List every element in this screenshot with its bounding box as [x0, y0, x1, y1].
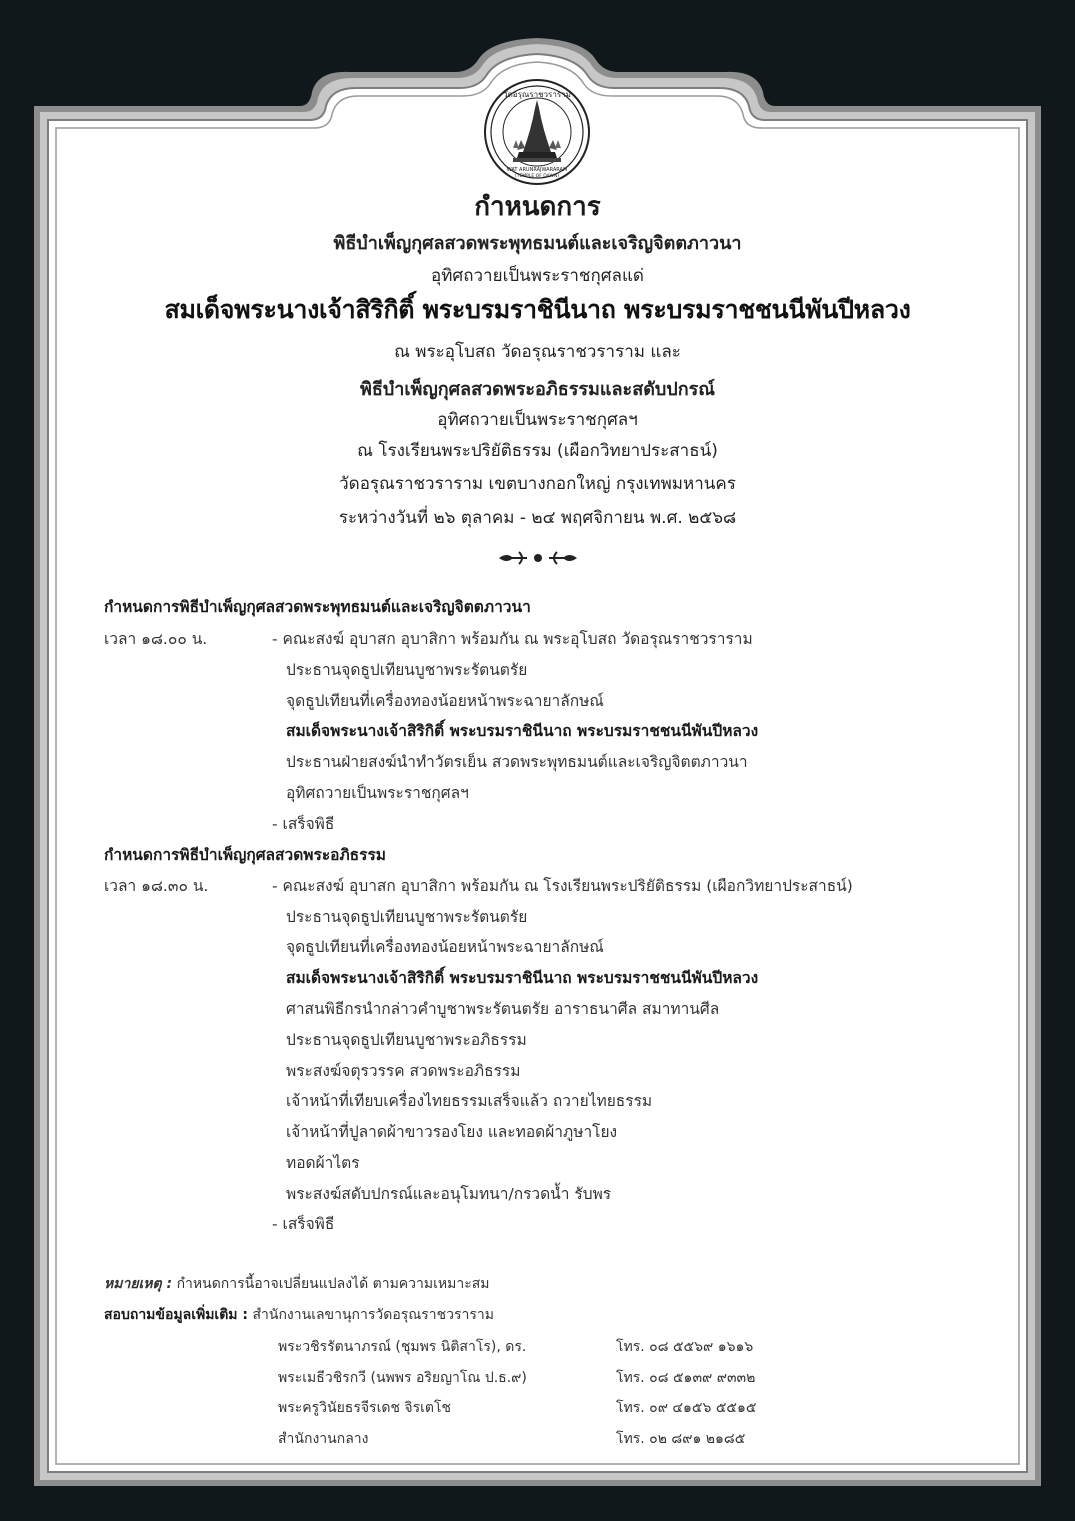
- contact-office: สำนักงานเลขานุการวัดอรุณราชวราราม: [252, 1307, 495, 1323]
- section-1-time: เวลา ๑๘.๐๐ น.: [104, 630, 208, 648]
- section-1-line: ประธานฝ่ายสงฆ์นำทำวัตรเย็น สวดพระพุทธมนต์และเจริญจิตตภาวนา: [286, 753, 748, 771]
- section-2-line: ประธานจุดธูปเทียนบูชาพระอภิธรรม: [286, 1031, 527, 1049]
- contact-name: พระครูวินัยธรจีรเดช จิรเตโช: [278, 1400, 452, 1416]
- section-2-time: เวลา ๑๘.๓๐ น.: [104, 877, 209, 895]
- section-2-line: พระสงฆ์สดับปกรณ์และอนุโมทนา/กรวดน้ำ รับพร: [286, 1185, 612, 1203]
- contact-name: พระเมธีวชิรกวี (นพพร อริยญาโณ ป.ธ.๙): [278, 1370, 527, 1386]
- contact-phone: โทร. ๐๒ ๘๙๑ ๒๑๘๕: [616, 1431, 746, 1447]
- ceremony-subtitle: พิธีบำเพ็ญกุศลสวดพระพุทธมนต์และเจริญจิตตภาวนา: [333, 233, 742, 254]
- section-1-line: สมเด็จพระนางเจ้าสิริกิติ์ พระบรมราชินีนาถ พระบรมราชชนนีพันปีหลวง: [286, 722, 759, 740]
- location-line-2: ณ โรงเรียนพระปริยัติธรรม (เผือกวิทยาประสาธน์): [357, 441, 718, 461]
- section-1-line: อุทิศถวายเป็นพระราชกุศลฯ: [286, 784, 469, 802]
- location-line-1: ณ พระอุโบสถ วัดอรุณราชวราราม และ: [394, 342, 681, 362]
- section-1-line: - คณะสงฆ์ อุบาสก อุบาสิกา พร้อมกัน ณ พระอุโบสถ วัดอรุณราชวราราม: [272, 630, 753, 648]
- contact-info: [104, 1304, 494, 1326]
- dedication-line: อุทิศถวายเป็นพระราชกุศลแด่: [431, 266, 644, 286]
- remark-text: กำหนดการนี้อาจเปลี่ยนแปลงได้ ตามความเหมาะสม: [176, 1276, 490, 1292]
- contact-phone: โทร. ๐๘ ๕๑๓๙ ๙๓๓๒: [616, 1370, 756, 1386]
- section-2-line: พระสงฆ์จตุรวรรค สวดพระอภิธรรม: [286, 1062, 521, 1080]
- remark: [104, 1273, 490, 1295]
- section-2-heading: กำหนดการพิธีบำเพ็ญกุศลสวดพระอภิธรรม: [104, 846, 386, 864]
- section-2-line: สมเด็จพระนางเจ้าสิริกิติ์ พระบรมราชินีนาถ พระบรมราชชนนีพันปีหลวง: [286, 969, 759, 987]
- royal-name: สมเด็จพระนางเจ้าสิริกิติ์ พระบรมราชินีนาถ พระบรมราชชนนีพันปีหลวง: [164, 295, 911, 324]
- date-range: ระหว่างวันที่ ๒๖ ตุลาคม - ๒๔ พฤศจิกายน พ.ศ. ๒๕๖๘: [338, 508, 737, 528]
- contact-phone: โทร. ๐๘ ๕๕๖๙ ๑๖๑๖: [616, 1339, 754, 1355]
- contact-phone: โทร. ๐๙ ๔๑๕๖ ๕๕๑๕: [616, 1400, 757, 1416]
- ceremony-subtitle-2: พิธีบำเพ็ญกุศลสวดพระอภิธรรมและสดับปกรณ์: [359, 379, 716, 400]
- section-2-line: เจ้าหน้าที่ปูลาดผ้าขาวรองโยง และทอดผ้าภูษาโยง: [286, 1123, 618, 1141]
- section-2-line: - คณะสงฆ์ อุบาสก อุบาสิกา พร้อมกัน ณ โรงเรียนพระปริยัติธรรม (เผือกวิทยาประสาธน์): [272, 877, 853, 895]
- seal-top-text: วัดอรุณราชวราราม: [503, 90, 571, 99]
- remark-label: หมายเหตุ :: [104, 1276, 173, 1292]
- section-1-line: - เสร็จพิธี: [272, 815, 335, 833]
- section-2-line: ทอดผ้าไตร: [286, 1154, 360, 1172]
- dedication-line-2: อุทิศถวายเป็นพระราชกุศลฯ: [437, 410, 638, 430]
- address-line: วัดอรุณราชวราราม เขตบางกอกใหญ่ กรุงเทพมหานคร: [339, 474, 736, 494]
- temple-seal-icon: [483, 78, 591, 186]
- seal-bottom-text-2: (TEMPLE OF DAWN): [514, 174, 560, 179]
- section-2-line: - เสร็จพิธี: [272, 1215, 335, 1233]
- section-2-line: ประธานจุดธูปเทียนบูชาพระรัตนตรัย: [286, 908, 528, 926]
- section-1-line: จุดธูปเทียนที่เครื่องทองน้อยหน้าพระฉายาลักษณ์: [286, 692, 604, 710]
- contact-name: สำนักงานกลาง: [278, 1431, 369, 1447]
- contact-label: สอบถามข้อมูลเพิ่มเติม :: [104, 1307, 249, 1323]
- seal-bottom-text: WAT ARUNRAJWARARAM: [506, 167, 568, 173]
- contact-name: พระวชิรรัตนาภรณ์ (ชุมพร นิติสาโร), ดร.: [278, 1339, 527, 1355]
- section-2-line: เจ้าหน้าที่เทียบเครื่องไทยธรรมเสร็จแล้ว ถวายไทยธรรม: [286, 1092, 653, 1110]
- ornament-divider-icon: [497, 548, 579, 568]
- section-1-line: ประธานจุดธูปเทียนบูชาพระรัตนตรัย: [286, 661, 528, 679]
- section-1-heading: กำหนดการพิธีบำเพ็ญกุศลสวดพระพุทธมนต์และเจริญจิตตภาวนา: [104, 598, 531, 616]
- section-2-line: ศาสนพิธีกรนำกล่าวคำบูชาพระรัตนตรัย อาราธนาศีล สมาทานศีล: [286, 1000, 720, 1018]
- section-2-line: จุดธูปเทียนที่เครื่องทองน้อยหน้าพระฉายาลักษณ์: [286, 938, 604, 956]
- page-title: กำหนดการ: [474, 192, 601, 222]
